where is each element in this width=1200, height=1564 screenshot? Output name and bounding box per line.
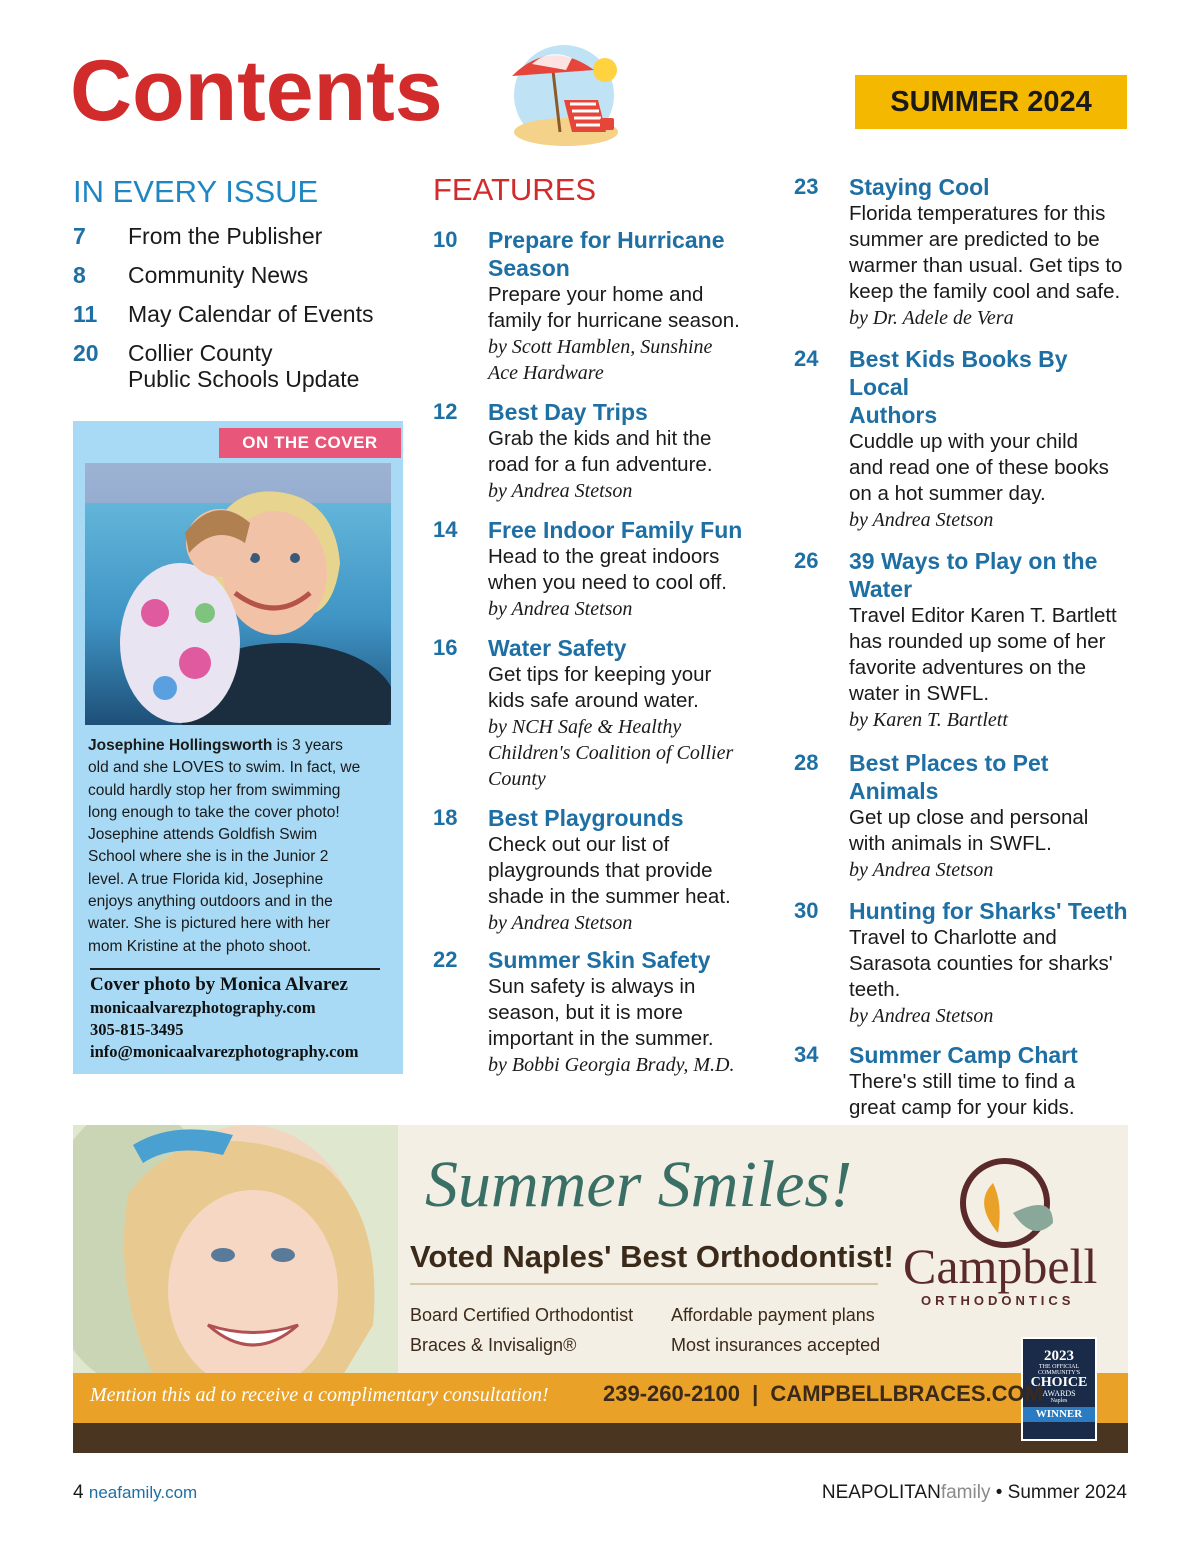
feature-title[interactable]: Summer Camp Chart: [849, 1042, 1078, 1068]
award-line1: THE OFFICIAL: [1038, 1364, 1080, 1370]
feature-description: warmer than usual. Get tips to: [849, 254, 1123, 277]
feature-page-number: 34: [794, 1042, 819, 1067]
cover-photo-credit: Cover photo by Monica Alvarez: [90, 974, 348, 995]
feature-description: playgrounds that provide: [488, 859, 713, 882]
issue-page-number: 7: [73, 223, 86, 249]
feature-description: Sarasota counties for sharks': [849, 952, 1113, 975]
ad-brand-name: Campbell: [903, 1238, 1098, 1294]
feature-description: shade in the summer heat.: [488, 885, 731, 908]
feature-page-number: 18: [433, 805, 458, 830]
feature-description: Cuddle up with your child: [849, 430, 1079, 453]
cover-description-line: enjoys anything outdoors and in the: [88, 893, 333, 911]
feature-description: with animals in SWFL.: [849, 832, 1052, 855]
feature-byline: Children's Coalition of Collier: [488, 742, 734, 764]
feature-body: [488, 946, 773, 1078]
feature-title[interactable]: Best Day Trips: [488, 399, 648, 425]
issue-page-number: 20: [73, 340, 99, 366]
cover-description-line: level. A true Florida kid, Josephine: [88, 870, 324, 888]
cover-description-line: is 3 years: [272, 737, 343, 754]
ad-bullet: Affordable payment plans: [671, 1305, 875, 1325]
feature-page-number: 30: [794, 898, 819, 923]
feature-title[interactable]: Season: [488, 255, 570, 281]
feature-byline: County: [488, 768, 546, 790]
feature-description: great camp for your kids.: [849, 1096, 1075, 1119]
cover-description-line: long enough to take the cover photo!: [88, 803, 340, 821]
ad-cta: Mention this ad to receive a complimentary consultation!: [90, 1384, 549, 1406]
feature-item[interactable]: [794, 345, 1134, 533]
issue-item[interactable]: [73, 262, 308, 288]
issue-item-label: Community News: [128, 262, 309, 288]
feature-description: Get tips for keeping your: [488, 663, 712, 686]
footer-left: [73, 1482, 197, 1504]
feature-item[interactable]: [433, 946, 773, 1078]
cover-kid-name: Josephine Hollingsworth: [88, 737, 273, 754]
feature-description: summer are predicted to be: [849, 228, 1100, 251]
feature-title[interactable]: Staying Cool: [849, 174, 990, 200]
award-line2: COMMUNITY'S: [1037, 1370, 1081, 1376]
on-the-cover-label: ON THE COVER: [219, 428, 401, 458]
feature-page-number: 26: [794, 548, 819, 573]
feature-item[interactable]: [794, 173, 1134, 331]
feature-byline: by Andrea Stetson: [488, 598, 633, 620]
feature-description: keep the family cool and safe.: [849, 280, 1121, 303]
feature-title[interactable]: Best Playgrounds: [488, 805, 684, 831]
feature-body: [849, 897, 1134, 1029]
footer-issue: • Summer 2024: [995, 1482, 1127, 1503]
feature-description: Travel Editor Karen T. Bartlett: [849, 604, 1117, 627]
feature-title[interactable]: Water Safety: [488, 635, 627, 661]
photographer-email-link[interactable]: info@monicaalvarezphotography.com: [90, 1042, 359, 1061]
award-awards: AWARDS: [1042, 1389, 1076, 1398]
ad-phone[interactable]: [603, 1381, 1043, 1407]
feature-description: and read one of these books: [849, 456, 1109, 479]
cover-description-line: Josephine attends Goldfish Swim: [88, 826, 318, 844]
issue-item-label-line2: Public Schools Update: [128, 366, 360, 392]
feature-body: [849, 547, 1134, 733]
ad-bullet: Most insurances accepted: [671, 1335, 881, 1355]
cover-description: [88, 735, 393, 958]
feature-title[interactable]: Free Indoor Family Fun: [488, 517, 743, 543]
feature-description: Check out our list of: [488, 833, 670, 856]
ad-separator: |: [752, 1381, 759, 1406]
feature-description: on a hot summer day.: [849, 482, 1046, 505]
feature-page-number: 12: [433, 399, 458, 424]
feature-title[interactable]: Water: [849, 576, 913, 602]
page-number: 4: [73, 1482, 84, 1503]
cover-photo-image: [85, 463, 391, 725]
feature-title[interactable]: Best Places to Pet: [849, 750, 1049, 776]
feature-title[interactable]: Summer Skin Safety: [488, 947, 711, 973]
ad-subhead: Voted Naples' Best Orthodontist!: [410, 1239, 894, 1274]
cover-description-line: could hardly stop her from swimming: [88, 781, 341, 799]
issue-item-label: From the Publisher: [128, 223, 323, 249]
feature-byline: by Andrea Stetson: [849, 1005, 994, 1027]
feature-byline: by Karen T. Bartlett: [849, 709, 1008, 731]
feature-page-number: 22: [433, 947, 458, 972]
beach-umbrella-icon: [502, 40, 632, 150]
footer-site-link[interactable]: neafamily.com: [88, 1483, 198, 1502]
feature-item[interactable]: [433, 226, 773, 386]
feature-description: important in the summer.: [488, 1027, 714, 1050]
footer-right: [822, 1482, 1127, 1504]
cover-credit-block: [90, 973, 395, 1063]
feature-page-number: 10: [433, 227, 458, 252]
feature-byline: by NCH Safe & Healthy: [488, 716, 682, 738]
cover-photo: [85, 463, 391, 725]
feature-title[interactable]: 39 Ways to Play on the: [849, 548, 1098, 574]
ad-divider: [410, 1283, 878, 1285]
feature-body: [488, 516, 773, 622]
feature-body: [488, 398, 773, 504]
feature-title[interactable]: Hunting for Sharks' Teeth: [849, 898, 1128, 924]
issue-item[interactable]: [73, 223, 322, 249]
feature-byline: by Andrea Stetson: [849, 859, 994, 881]
feature-description: water in SWFL.: [849, 682, 990, 705]
campbell-orthodontics-ad[interactable]: [73, 1125, 1128, 1453]
award-winner: WINNER: [1023, 1407, 1095, 1422]
feature-description: when you need to cool off.: [488, 571, 727, 594]
feature-description: family for hurricane season.: [488, 309, 740, 332]
features-right-column: [794, 173, 1134, 1121]
feature-description: season, but it is more: [488, 1001, 683, 1024]
feature-item[interactable]: [433, 398, 773, 504]
feature-description: Florida temperatures for this: [849, 202, 1106, 225]
feature-byline: by Dr. Adele de Vera: [849, 307, 1014, 329]
feature-description: has rounded up some of her: [849, 630, 1106, 653]
feature-item[interactable]: [433, 634, 773, 792]
award-year: 2023: [1044, 1348, 1074, 1364]
issue-item-label: May Calendar of Events: [128, 301, 374, 327]
feature-description: Travel to Charlotte and: [849, 926, 1057, 949]
ad-bullet: Board Certified Orthodontist: [410, 1305, 634, 1325]
cover-description-line: water. She is pictured here with her: [88, 915, 331, 933]
feature-description: teeth.: [849, 978, 901, 1001]
award-city: Naples: [1050, 1398, 1068, 1404]
feature-byline: by Andrea Stetson: [488, 480, 633, 502]
feature-page-number: 14: [433, 517, 458, 542]
feature-byline: by Andrea Stetson: [849, 509, 994, 531]
feature-byline: Ace Hardware: [488, 362, 604, 384]
issue-item[interactable]: [73, 340, 359, 392]
issue-page-number: 8: [73, 262, 86, 288]
ad-bullet: Braces & Invisalign®: [410, 1335, 577, 1355]
feature-title[interactable]: Authors: [849, 402, 938, 428]
issue-page-number: 11: [73, 301, 98, 327]
feature-body: [488, 226, 773, 386]
features-left-column: [433, 226, 773, 1078]
feature-body: [488, 634, 773, 792]
feature-page-number: 28: [794, 750, 819, 775]
feature-item[interactable]: [433, 516, 773, 622]
photographer-website-link[interactable]: monicaalvarezphotography.com: [90, 998, 316, 1017]
feature-description: favorite adventures on the: [849, 656, 1087, 679]
feature-item[interactable]: [794, 897, 1134, 1029]
feature-byline: by Scott Hamblen, Sunshine: [488, 336, 713, 358]
feature-body: [849, 173, 1134, 331]
ad-phone-number[interactable]: 239-260-2100: [603, 1381, 741, 1406]
issue-item-label: Collier County: [128, 340, 273, 366]
footer-brand-bold: NEAPOLITAN: [821, 1482, 941, 1503]
cover-description-line: old and she LOVES to swim. In fact, we: [88, 759, 361, 777]
ad-headline: Summer Smiles!: [425, 1148, 853, 1221]
feature-body: [488, 804, 773, 936]
cover-description-line: School where she is in the Junior 2: [88, 848, 329, 866]
page-title: Contents: [70, 43, 443, 139]
feature-description: Sun safety is always in: [488, 975, 696, 998]
feature-title[interactable]: Prepare for Hurricane: [488, 227, 725, 253]
issue-season-badge: SUMMER 2024: [855, 75, 1127, 129]
feature-item[interactable]: [433, 804, 773, 936]
feature-byline: by Andrea Stetson: [488, 912, 633, 934]
feature-byline: by Bobbi Georgia Brady, M.D.: [488, 1054, 735, 1076]
feature-page-number: 16: [433, 635, 458, 660]
in-every-issue-heading: IN EVERY ISSUE: [73, 174, 319, 209]
ad-website-link[interactable]: CAMPBELLBRACES.COM: [770, 1381, 1043, 1406]
features-heading: FEATURES: [433, 172, 597, 207]
cover-description-line: mom Kristine at the photo shoot.: [88, 937, 312, 955]
photographer-phone[interactable]: 305-815-3495: [90, 1020, 184, 1039]
feature-description: There's still time to find a: [849, 1070, 1076, 1093]
feature-item[interactable]: [794, 749, 1134, 883]
feature-item[interactable]: [794, 1041, 1134, 1121]
feature-description: Prepare your home and: [488, 283, 704, 306]
issue-item[interactable]: [73, 301, 373, 327]
award-choice: CHOICE: [1030, 1375, 1088, 1390]
ad-brand-subtitle: ORTHODONTICS: [921, 1293, 1075, 1308]
feature-description: road for a fun adventure.: [488, 453, 713, 476]
footer-brand-light: family: [940, 1482, 991, 1503]
feature-description: kids safe around water.: [488, 689, 699, 712]
on-the-cover-box: [73, 421, 403, 1074]
feature-title[interactable]: Best Kids Books By Local: [849, 346, 1068, 400]
feature-item[interactable]: [794, 547, 1134, 733]
feature-body: [849, 345, 1134, 533]
feature-page-number: 23: [794, 174, 819, 199]
feature-description: Grab the kids and hit the: [488, 427, 712, 450]
feature-description: Get up close and personal: [849, 806, 1089, 829]
feature-title[interactable]: Animals: [849, 778, 939, 804]
cover-divider: [90, 968, 380, 970]
feature-description: Head to the great indoors: [488, 545, 720, 568]
feature-body: [849, 1041, 1134, 1121]
feature-page-number: 24: [794, 346, 819, 371]
feature-body: [849, 749, 1134, 883]
